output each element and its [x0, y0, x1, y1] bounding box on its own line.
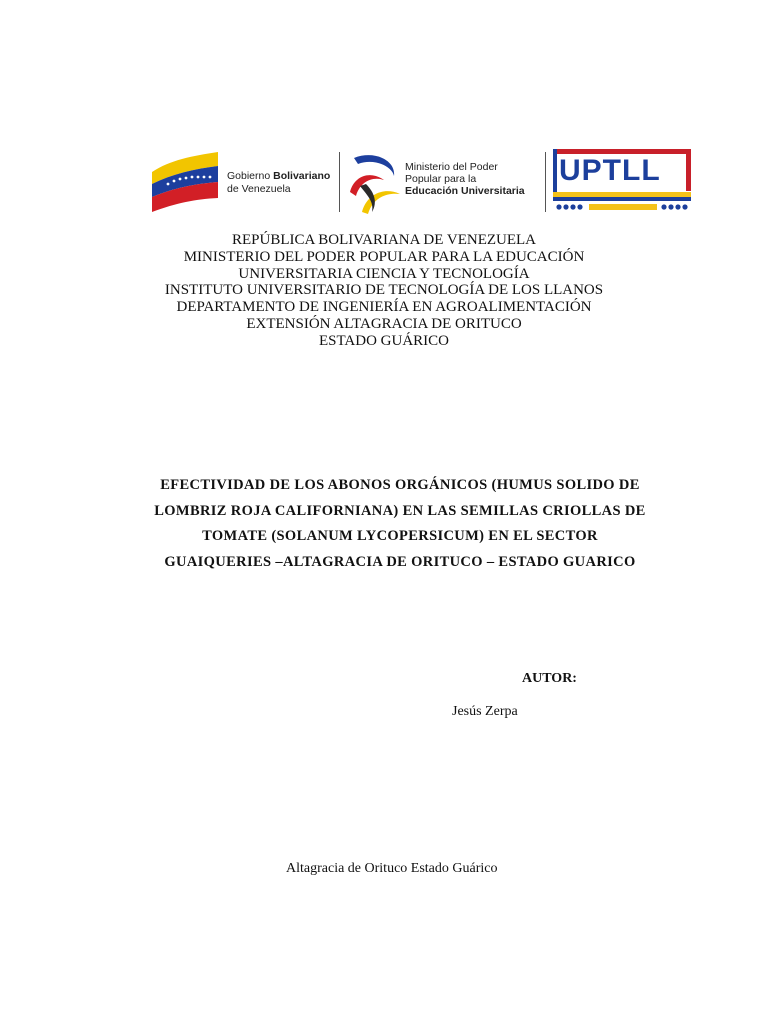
- ministerio-logo: [344, 152, 544, 214]
- uptll-logo: [551, 148, 693, 212]
- uptll-wordmark: UPTLL: [559, 154, 661, 187]
- header-line: INSTITUTO UNIVERSITARIO DE TECNOLOGÍA DE LOS LLANOS: [164, 282, 604, 299]
- gobierno-text: [227, 170, 330, 196]
- header-line: REPÚBLICA BOLIVARIANA DE VENEZUELA: [231, 232, 537, 248]
- title-line: LOMBRIZ ROJA CALIFORNIANA) EN LAS SEMILLAS CRIOLLAS DE: [154, 502, 646, 519]
- title-line: GUAIQUERIES –ALTAGRACIA DE ORITUCO – ESTADO GUARICO: [164, 553, 636, 570]
- author-label: AUTOR:: [522, 671, 577, 686]
- gobierno-bolivariano-logo: [148, 150, 343, 212]
- logo-banner: [146, 138, 696, 218]
- thesis-title: [0, 473, 768, 575]
- title-line: TOMATE (SOLANUM LYCOPERSICUM) EN EL SECTOR: [202, 528, 598, 544]
- min-line3: Educación Universitaria: [405, 185, 525, 197]
- gov-line1-normal: Gobierno: [227, 170, 274, 182]
- ministerio-swoosh-icon: [344, 152, 404, 214]
- logo-divider: [339, 152, 340, 212]
- author-name: Jesús Zerpa: [452, 704, 518, 719]
- header-line: UNIVERSITARIA CIENCIA Y TECNOLOGÍA: [238, 265, 530, 282]
- min-line2: Popular para la: [405, 173, 477, 185]
- header-line: ESTADO GUÁRICO: [318, 332, 450, 349]
- ministerio-text: [405, 161, 525, 197]
- gov-line1-bold: Bolivariano: [273, 170, 331, 182]
- gov-line2: de Venezuela: [227, 183, 291, 195]
- min-line1: Ministerio del Poder: [405, 161, 498, 173]
- logo-divider: [545, 152, 546, 212]
- header-line: MINISTERIO DEL PODER POPULAR PARA LA EDUCACIÓN: [183, 248, 585, 265]
- header-line: EXTENSIÓN ALTAGRACIA DE ORITUCO: [246, 315, 522, 332]
- title-line: EFECTIVIDAD DE LOS ABONOS ORGÁNICOS (HUMUS SOLIDO DE: [160, 477, 640, 493]
- institution-header: [0, 232, 768, 350]
- location-footer: Altagracia de Orituco Estado Guárico: [286, 861, 498, 876]
- venezuela-flag-icon: [148, 150, 226, 214]
- header-line: DEPARTAMENTO DE INGENIERÍA EN AGROALIMENTACIÓN: [176, 299, 592, 316]
